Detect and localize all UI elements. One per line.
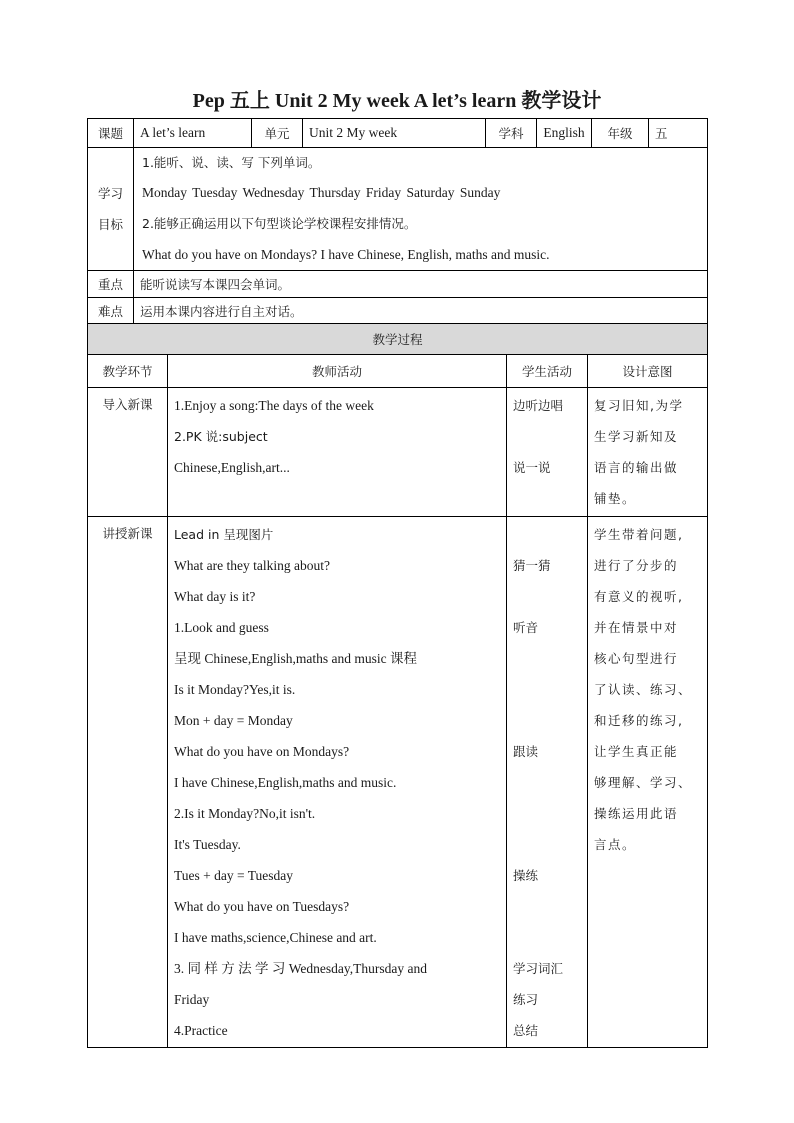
teacher-line: I have maths,science,Chinese and art. xyxy=(174,930,377,945)
student-line xyxy=(513,798,581,829)
process-header-row xyxy=(88,355,708,388)
unit-value: Unit 2 My week xyxy=(303,119,486,148)
unit-label: 单元 xyxy=(252,119,303,148)
column-header-teacher: 教师活动 xyxy=(168,355,507,388)
student-line xyxy=(513,922,581,953)
column-header-intent: 设计意图 xyxy=(588,355,708,388)
intent-line: 语言的输出做 xyxy=(594,460,679,475)
grade-label: 年级 xyxy=(592,119,649,148)
intent-line: 有意义的视听, xyxy=(594,589,684,604)
teacher-line: 4.Practice xyxy=(174,1023,228,1038)
intent-line: 让学生真正能 xyxy=(594,744,679,759)
student-activity-cell xyxy=(507,388,588,517)
teacher-line: 1.Look and guess xyxy=(174,620,269,635)
student-line xyxy=(513,767,581,798)
difficulty-value: 运用本课内容进行自主对话。 xyxy=(134,298,708,325)
student-line: 学习词汇 xyxy=(513,961,564,976)
difficulty-label: 难点 xyxy=(88,298,134,325)
page-title: Pep 五上 Unit 2 My week A let’s learn 教学设计 xyxy=(192,90,602,112)
objective-line: 1.能听、说、读、写 下列单词。 xyxy=(142,155,321,170)
difficulty-row xyxy=(88,298,708,325)
column-header-student: 学生活动 xyxy=(507,355,588,388)
teacher-line: Mon + day = Monday xyxy=(174,713,293,728)
intent-line: 核心句型进行 xyxy=(594,651,679,666)
student-line xyxy=(513,643,581,674)
teacher-line: Friday xyxy=(174,992,210,1007)
teacher-line: What do you have on Mondays? xyxy=(174,744,350,759)
objective-line: 2.能够正确运用以下句型谈论学校课程安排情况。 xyxy=(142,216,417,231)
column-header-stage: 教学环节 xyxy=(88,355,168,388)
teacher-activity-cell xyxy=(168,517,507,1048)
topic-label: 课题 xyxy=(88,119,134,148)
key-point-row xyxy=(88,271,708,298)
student-line: 听音 xyxy=(513,620,539,635)
intent-line: 并在情景中对 xyxy=(594,620,679,635)
teacher-line: 2.PK 说:subject xyxy=(174,429,268,444)
student-line: 边听边唱 xyxy=(513,398,564,413)
subject-value: English xyxy=(537,119,592,148)
info-table xyxy=(87,118,708,325)
intent-line: 够理解、学习、 xyxy=(594,775,693,790)
student-line xyxy=(513,829,581,860)
intent-line: 铺垫。 xyxy=(594,491,637,506)
table-row xyxy=(88,388,708,517)
intent-line: 进行了分步的 xyxy=(594,558,679,573)
intent-line: 复习旧知,为学 xyxy=(594,398,684,413)
topic-value: A let’s learn xyxy=(134,119,252,148)
design-intent-cell xyxy=(588,517,708,1048)
grade-value: 五 xyxy=(649,119,708,148)
process-table xyxy=(87,323,708,1048)
student-line xyxy=(513,705,581,736)
teacher-line: 1.Enjoy a song:The days of the week xyxy=(174,398,374,413)
student-activity-cell xyxy=(507,517,588,1048)
intent-line: 言点。 xyxy=(594,837,637,852)
teacher-line: I have Chinese,English,maths and music. xyxy=(174,775,397,790)
header-row xyxy=(88,119,708,148)
student-line xyxy=(513,581,581,612)
objectives-label-line: 学习 xyxy=(97,186,123,201)
student-line: 总结 xyxy=(513,1023,539,1038)
student-line: 猜一猜 xyxy=(513,558,551,573)
stage-cell: 导入新课 xyxy=(88,388,168,517)
objective-line: What do you have on Mondays? I have Chinese, English, maths and music. xyxy=(142,247,550,262)
student-line xyxy=(513,891,581,922)
teacher-line: What day is it? xyxy=(174,589,256,604)
objectives-row xyxy=(88,148,708,271)
objectives-label xyxy=(88,148,134,271)
intent-line: 了认读、练习、 xyxy=(594,682,693,697)
student-line: 跟读 xyxy=(513,744,539,759)
objectives-label-line: 目标 xyxy=(97,217,123,232)
key-point-label: 重点 xyxy=(88,271,134,298)
student-line: 操练 xyxy=(513,868,539,883)
teacher-line: Is it Monday?Yes,it is. xyxy=(174,682,296,697)
student-line: 练习 xyxy=(513,992,539,1007)
intent-line: 操练运用此语 xyxy=(594,806,679,821)
teacher-line: What are they talking about? xyxy=(174,558,330,573)
teacher-line: 2.Is it Monday?No,it isn't. xyxy=(174,806,316,821)
student-line xyxy=(513,421,581,452)
teacher-line: It's Tuesday. xyxy=(174,837,241,852)
intent-line: 和迁移的练习, xyxy=(594,713,684,728)
objectives-content xyxy=(134,148,708,271)
stage-cell: 讲授新课 xyxy=(88,517,168,1048)
student-line: 说一说 xyxy=(513,460,551,475)
teacher-line: Lead in 呈现图片 xyxy=(174,527,274,542)
subject-label: 学科 xyxy=(486,119,537,148)
teacher-line: Chinese,English,art... xyxy=(174,460,290,475)
intent-line: 生学习新知及 xyxy=(594,429,679,444)
table-row xyxy=(88,517,708,1048)
teacher-line: 3. 同 样 方 法 学 习 Wednesday,Thursday and xyxy=(174,961,427,976)
teacher-line: Tues + day = Tuesday xyxy=(174,868,294,883)
teacher-activity-cell xyxy=(168,388,507,517)
process-title-row xyxy=(88,324,708,355)
design-intent-cell xyxy=(588,388,708,517)
intent-line: 学生带着问题, xyxy=(594,527,684,542)
student-line xyxy=(513,519,581,550)
process-section-title: 教学过程 xyxy=(88,324,708,355)
teacher-line: What do you have on Tuesdays? xyxy=(174,899,350,914)
student-line xyxy=(513,674,581,705)
teacher-line: 呈现 Chinese,English,maths and music 课程 xyxy=(174,651,417,666)
key-point-value: 能听说读写本课四会单词。 xyxy=(134,271,708,298)
objective-line: Monday Tuesday Wednesday Thursday Friday Saturday Sunday xyxy=(142,185,501,200)
